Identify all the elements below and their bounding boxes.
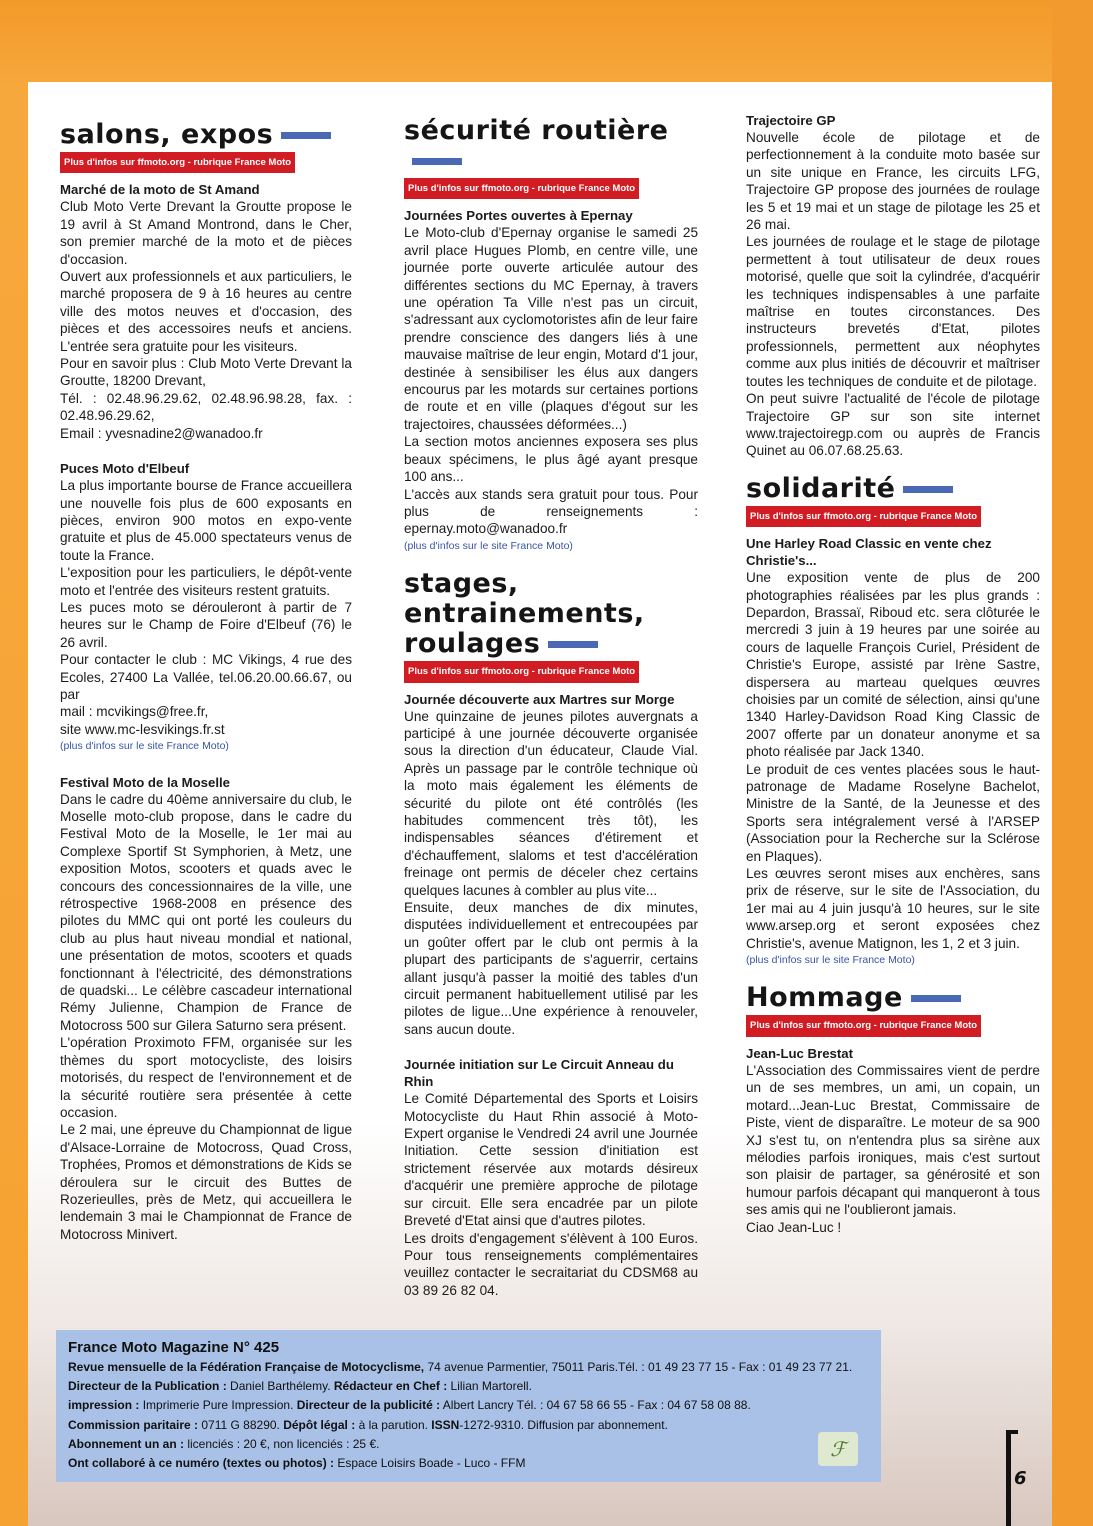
article-title: Journée découverte aux Martres sur Morge	[404, 691, 675, 707]
section-title-securite: sécurité routière	[404, 116, 698, 176]
article-paragraph: L'Association des Commissaires vient de perdre un de ses membres, un ami, un copain, un motard...Jean-Luc Brestat, Commissaire de Piste, vient de disparaître. Le moteur de sa 900 XJ s'est tu, on n'entendra plus sa sirène aux mélodies parfois ironiques, mais c'est surtout son plaisir de partager, sa générosité et son humour parfois décapant qui manqueront à tous ses amis qui ne l'oublieront jamais.	[746, 1062, 1040, 1218]
article-paragraph: Une quinzaine de jeunes pilotes auvergnats a participé à une journée découverte organisée sous la direction d'un éducateur, Claude Vial. Après un passage par le contrôle technique où la moto mais également les éléments de sécurité du pilote ont été contrôlés (les habitudes commencent très tôt), les indispensables séances d'étirement et d'échauffement, slaloms et test d'accélération freinage ont permis de déceler chez certains quelques lacunes à combler au plus vite...	[404, 708, 698, 898]
article-paragraph: Email : yvesnadine2@wanadoo.fr	[60, 425, 263, 441]
article-paragraph: Les journées de roulage et le stage de pilotage permettent à tout utilisateur de deux roues motorisé, quelle que soit la cylindrée, d'acquérir les techniques indispensables à une parfaite maîtrise en toutes circonstances. Des instructeurs brevetés d'Etat, pilotes professionnels, permettent aux néophytes comme aux plus initiés de découvrir et maîtriser toutes les techniques de conduite et de pilotage.	[746, 234, 1040, 389]
title-bar-decoration	[548, 641, 598, 648]
magazine-title: France Moto Magazine N° 425	[68, 1339, 280, 1356]
article-paragraph: Le 2 mai, une épreuve du Championnat de ligue d'Alsace-Lorraine de Motocross, Quad Cross, Trophées, Promos et démonstrations de Kids se déroulera sur le circuit des Buttes de Rozerieulles, près de Metz, qui accueillera le lendemain 3 mai le Championnat de France de Motocross Minivert.	[60, 1122, 352, 1242]
title-bar-decoration	[412, 158, 462, 165]
column-3	[746, 112, 1040, 1236]
article-paragraph: La plus importante bourse de France accueillera une nouvelle fois plus de 600 exposants en pièces, environ 900 motos en expo-vente gratuite et plus de 45.000 spectateurs venus de toute la France.	[60, 478, 352, 563]
ffmoto-link-tag[interactable]: Plus d'infos sur ffmoto.org - rubrique France Moto	[60, 152, 295, 173]
spacer	[746, 969, 1040, 983]
more-info-link[interactable]: (plus d'infos sur le site France Moto)	[60, 740, 229, 753]
article-paragraph: Une exposition vente de plus de 200 photographies réalisées par les plus grands : Depardon, Brassaï, Riboud etc. sera clôturée le mercredi 3 juin à 19 heures par une soirée au cours de laquelle François Curiel, Président de Christie's Europe, assisté par Irène Sastre, dispersera au marteau quelques œuvres choisies par un comité de sélection, ainsi qu'une 1340 Harley-Davidson Road King Classic de 2007 offerte par un donateur anonyme et sa photo réalisée par Jack 1340.	[746, 570, 1040, 760]
section-title-salons: salons, expos	[60, 120, 352, 150]
article-paragraph: Les œuvres seront mises aux enchères, sans prix de réserve, sur le site de l'Association, du 1er mai au 4 juin jusqu'à 10 heures, sur le site www.arsep.org et seront exposées chez Christie's, avenue Matignon, les 1, 2 et 3 juin.	[746, 866, 1040, 951]
masthead-line: Abonnement un an : licenciés : 20 €, non licenciés : 25 €.	[68, 1436, 380, 1451]
column-2	[404, 116, 698, 1299]
article-paragraph: site www.mc-lesvikings.fr.st	[60, 721, 225, 737]
article-paragraph: Dans le cadre du 40ème anniversaire du club, le Moselle moto-club propose, dans le cadre du Festival Moto de la Moselle, le 1er mai au Complexe Sportif St Symphorien, à Metz, une exposition Motos, scooters et quads avec le concours des concessionnaires de la ville, une rétrospective 1968-2008 en présence des pilotes du MMC qui ont porté les couleurs du club au plus haut niveau mondial et national, une présentation de motos, scooters et quads fonctionnant à l'électricité, des démonstrations de quadski... Le célèbre cascadeur international Rémy Julienne, Champion de France de Motocross 500 sur Gilera Saturno sera présent.	[60, 791, 352, 1033]
column-1	[60, 120, 352, 1243]
article-paragraph: L'opération Proximoto FFM, organisée sur les thèmes du sport motocycliste, des loisirs motorisés, du respect de l'environnement et de la sécurité routière sera présentée à cette occasion.	[60, 1035, 352, 1120]
article-paragraph: Ensuite, deux manches de dix minutes, disputées individuellement et entrecoupées par un goûter offert par le club ont permis à la plupart des participants de s'aguerrir, certains allant jusqu'à passer la moitié des tables d'un circuit permanent habituellement utilisé par les pilotes de ligue...Une expérience à renouveler, sans aucun doute.	[404, 900, 698, 1037]
section-title-hommage: Hommage	[746, 983, 1040, 1013]
spacer	[60, 756, 352, 774]
ffmoto-link-tag[interactable]: Plus d'infos sur ffmoto.org - rubrique France Moto	[746, 506, 981, 527]
article-paragraph: Ouvert aux professionnels et aux particuliers, le marché proposera de 9 à 16 heures au centre ville des motos neuves et d'occasion, des pièces et des accessoires neufs et anciens. L'entrée sera gratuite pour les visiteurs.	[60, 269, 352, 354]
article-title: Jean-Luc Brestat	[746, 1045, 854, 1061]
article-paragraph: Pour contacter le club : MC Vikings, 4 rue des Ecoles, 27400 La Vallée, tel.06.20.00.66.67, ou par	[60, 652, 352, 702]
article-title: Festival Moto de la Moselle	[60, 774, 231, 790]
article-paragraph: Tél. : 02.48.96.29.62, 02.48.96.98.28, fax. : 02.48.96.29.62,	[60, 390, 352, 424]
title-bar-decoration	[281, 132, 331, 139]
ffmoto-link-tag[interactable]: Plus d'infos sur ffmoto.org - rubrique France Moto	[404, 178, 639, 199]
masthead-line: Directeur de la Publication : Daniel Barthélemy. Rédacteur en Chef : Lilian Martorell.	[68, 1379, 532, 1394]
masthead-line: impression : Imprimerie Pure Impression. Directeur de la publicité : Albert Lancry Tél. : 04 67 58 66 55 - Fax : 04 67 58 08 88.	[68, 1398, 751, 1413]
ffmoto-link-tag[interactable]: Plus d'infos sur ffmoto.org - rubrique France Moto	[746, 1015, 981, 1036]
masthead-line: Commission paritaire : 0711 G 88290. Dépôt légal : à la parution. ISSN-1272-9310. Diffusion par abonnement.	[68, 1417, 668, 1432]
article-title: Journée initiation sur Le Circuit Anneau du Rhin	[404, 1057, 674, 1090]
article-paragraph: L'accès aux stands sera gratuit pour tous. Pour plus de renseignements : epernay.moto@wanadoo.fr	[404, 486, 698, 537]
title-bar-decoration	[911, 995, 961, 1002]
article-paragraph: L'exposition pour les particuliers, le dépôt-vente moto et l'entrée des visiteurs restent gratuits.	[60, 565, 352, 598]
spacer	[746, 460, 1040, 474]
article-paragraph: Le Moto-club d'Epernay organise le samedi 25 avril place Hugues Plomb, en centre ville, une journée porte ouverte articulée autour des différentes sections du MC Epernay, à travers une opération Ta Ville n'est pas un circuit, s'adressant aux cyclomotoristes afin de leur faire prendre conscience des dangers liés à une mauvaise maîtrise de leur engin, Motard d'1 jour, destinée à sensibiliser les élus aux dangers encourus par les motards sur certaines portions de route et en ville (plaques d'égout sur les trajectoires, chaussées déformées...)	[404, 225, 698, 432]
article-paragraph: Les droits d'engagement s'élèvent à 100 Euros. Pour tous renseignements complémentaires veuillez contacter le secraitariat du CDSM68 au 03 89 26 82 04.	[404, 1230, 698, 1298]
article-paragraph: La section motos anciennes exposera ses plus beaux spécimens, le plus âgé ayant presque 100 ans...	[404, 434, 698, 485]
article-paragraph: Le produit de ces ventes placées sous le haut-patronage de Madame Roselyne Bachelot, Ministre de la Santé, de la Jeunesse et des Sports sera intégralement versé à l'ARSEP (Association pour la Recherche sur la Sclérose en Plaques).	[746, 761, 1040, 864]
spacer	[60, 442, 352, 460]
article-title: Marché de la moto de St Amand	[60, 182, 260, 198]
article-paragraph: On peut suivre l'actualité de l'école de pilotage Trajectoire GP sur son site internet www.trajectoiregp.com ou auprès de Francis Quinet au 06.07.68.25.63.	[746, 391, 1040, 459]
article-title: Journées Portes ouvertes à Epernay	[404, 208, 633, 224]
article-title: Une Harley Road Classic en vente chez Christie's...	[746, 536, 992, 569]
more-info-link[interactable]: (plus d'infos sur le site France Moto)	[404, 539, 573, 552]
article-paragraph: Le Comité Départemental des Sports et Loisirs Motocycliste du Haut Rhin associé à Moto-Expert organise le Vendredi 24 avril une Journée Initiation. Cette session d'initiation est strictement réservée aux motards désireux d'acquérir une première approche de pilotage sur circuit. Elle sera encadrée par un pilote Breveté d'Etat ainsi que d'autres pilotes.	[404, 1091, 698, 1229]
eco-printing-logo-icon: ℱ	[818, 1432, 858, 1466]
masthead-box	[56, 1330, 881, 1482]
section-title-solidarite: solidarité	[746, 474, 1040, 504]
article-paragraph: Nouvelle école de pilotage et de perfectionnement à la conduite moto basée sur un site unique en France, les circuits LFG, Trajectoire GP propose des journées de roulage les 5 et 19 mai et un stage de pilotage les 25 et 26 mai.	[746, 130, 1040, 233]
article-title: Puces Moto d'Elbeuf	[60, 461, 190, 477]
article-paragraph: Pour en savoir plus : Club Moto Verte Drevant la Groutte, 18200 Drevant,	[60, 356, 352, 389]
article-paragraph: Ciao Jean-Luc !	[746, 1219, 842, 1235]
article-paragraph: Club Moto Verte Drevant la Groutte propose le 19 avril à St Amand Montrond, dans le Cher, son premier marché de la moto et de pièces d'occasion.	[60, 199, 352, 267]
article-title: Trajectoire GP	[746, 113, 836, 128]
page-number: 6	[1014, 1468, 1027, 1489]
article-paragraph: Les puces moto se dérouleront à partir de 7 heures sur le Champ de Foire d'Elbeuf (76) le 26 avril.	[60, 599, 352, 650]
masthead-line: Revue mensuelle de la Fédération Française de Motocyclisme, 74 avenue Parmentier, 75011 Paris.Tél. : 01 49 23 77 15 - Fax : 01 49 23 77 21.	[68, 1360, 853, 1374]
spacer	[404, 555, 698, 569]
ffmoto-link-tag[interactable]: Plus d'infos sur ffmoto.org - rubrique France Moto	[404, 661, 639, 682]
section-title-stages: stages, entrainements, roulages	[404, 568, 645, 660]
spacer	[404, 1038, 698, 1056]
title-bar-decoration	[903, 486, 953, 493]
more-info-link[interactable]: (plus d'infos sur le site France Moto)	[746, 954, 915, 967]
orange-side-band	[1052, 0, 1093, 1526]
page-number-rule-cap	[1006, 1430, 1018, 1434]
page-number-rule	[1006, 1430, 1011, 1526]
article-paragraph: mail : mcvikings@free.fr,	[60, 704, 209, 720]
masthead-line: Ont collaboré à ce numéro (textes ou photos) : Espace Loisirs Boade - Luco - FFM	[68, 1456, 526, 1471]
